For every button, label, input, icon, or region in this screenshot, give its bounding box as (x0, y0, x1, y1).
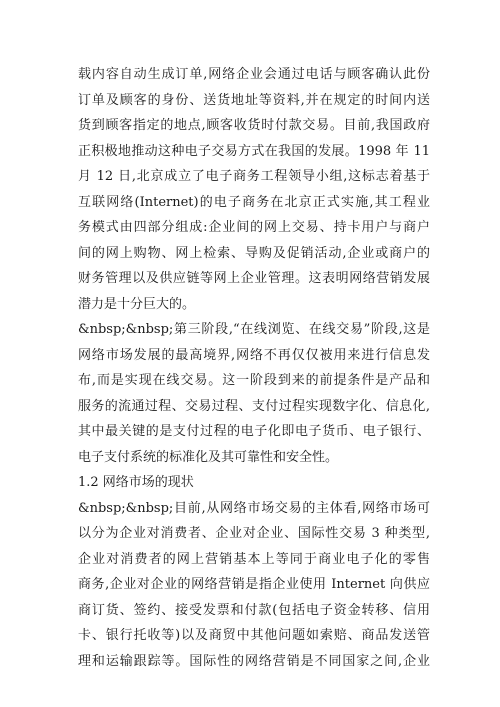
text-line: 网络市场发展的最高境界,网络不再仅仅被用来进行信息发 (78, 347, 430, 363)
text-line: 企业对消费者的网上营销基本上等同于商业电子化的零售 (78, 551, 430, 567)
text-line: &nbsp;&nbsp;第三阶段,“在线浏览、在线交易”阶段,这是 (78, 322, 430, 337)
text-line: 财务管理以及供应链等网上企业管理。这表明网络营销发展 (78, 271, 430, 286)
text-line: 其中最关键的是支付过程的电子化即电子货币、电子银行、 (78, 424, 430, 439)
text-line: 布,而是实现在线交易。这一阶段到来的前提条件是产品和 (78, 373, 430, 388)
text-line: 以分为企业对消费者、企业对企业、国际性交易 3 种类型, (78, 526, 430, 541)
text-line: 载内容自动生成订单,网络企业会通过电话与顾客确认此份 (78, 67, 430, 82)
text-line: 互联网络(Internet)的电子商务在北京正式实施,其工程业 (78, 194, 430, 210)
text-line: 订单及顾客的身份、送货地址等资料,并在规定的时间内送 (78, 92, 430, 108)
text-line: &nbsp;&nbsp;目前,从网络市场交易的主体看,网络市场可 (78, 500, 430, 516)
text-line: 间的网上购物、网上检索、导购及促销活动,企业或商户的 (78, 245, 430, 261)
text-line: 电子支付系统的标准化及其可靠性和安全性。 (78, 449, 339, 465)
body-text (78, 62, 430, 674)
text-line: 商务,企业对企业的网络营销是指企业使用 Internet 向供应 (78, 577, 430, 592)
text-line: 卡、银行托收等)以及商贸中其他问题如索赔、商品发送管 (78, 628, 430, 643)
text-line: 理和运输跟踪等。国际性的网络营销是不同国家之间,企业 (78, 653, 430, 669)
text-line: 潜力是十分巨大的。 (78, 296, 196, 312)
section-heading: 1.2 网络市场的现状 (78, 475, 194, 490)
text-line: 货到顾客指定的地点,顾客收货时付款交易。目前,我国政府 (78, 118, 430, 133)
text-line: 商订货、签约、接受发票和付款(包括电子资金转移、信用 (78, 602, 430, 618)
text-line: 务模式由四部分组成:企业间的网上交易、持卡用户与商户 (78, 220, 430, 235)
text-line: 服务的流通过程、交易过程、支付过程实现数字化、信息化, (78, 398, 430, 414)
text-line: 正积极地推动这种电子交易方式在我国的发展。1998 年 11 (78, 143, 430, 159)
text-line: 月 12 日,北京成立了电子商务工程领导小组,这标志着基于 (78, 169, 430, 184)
